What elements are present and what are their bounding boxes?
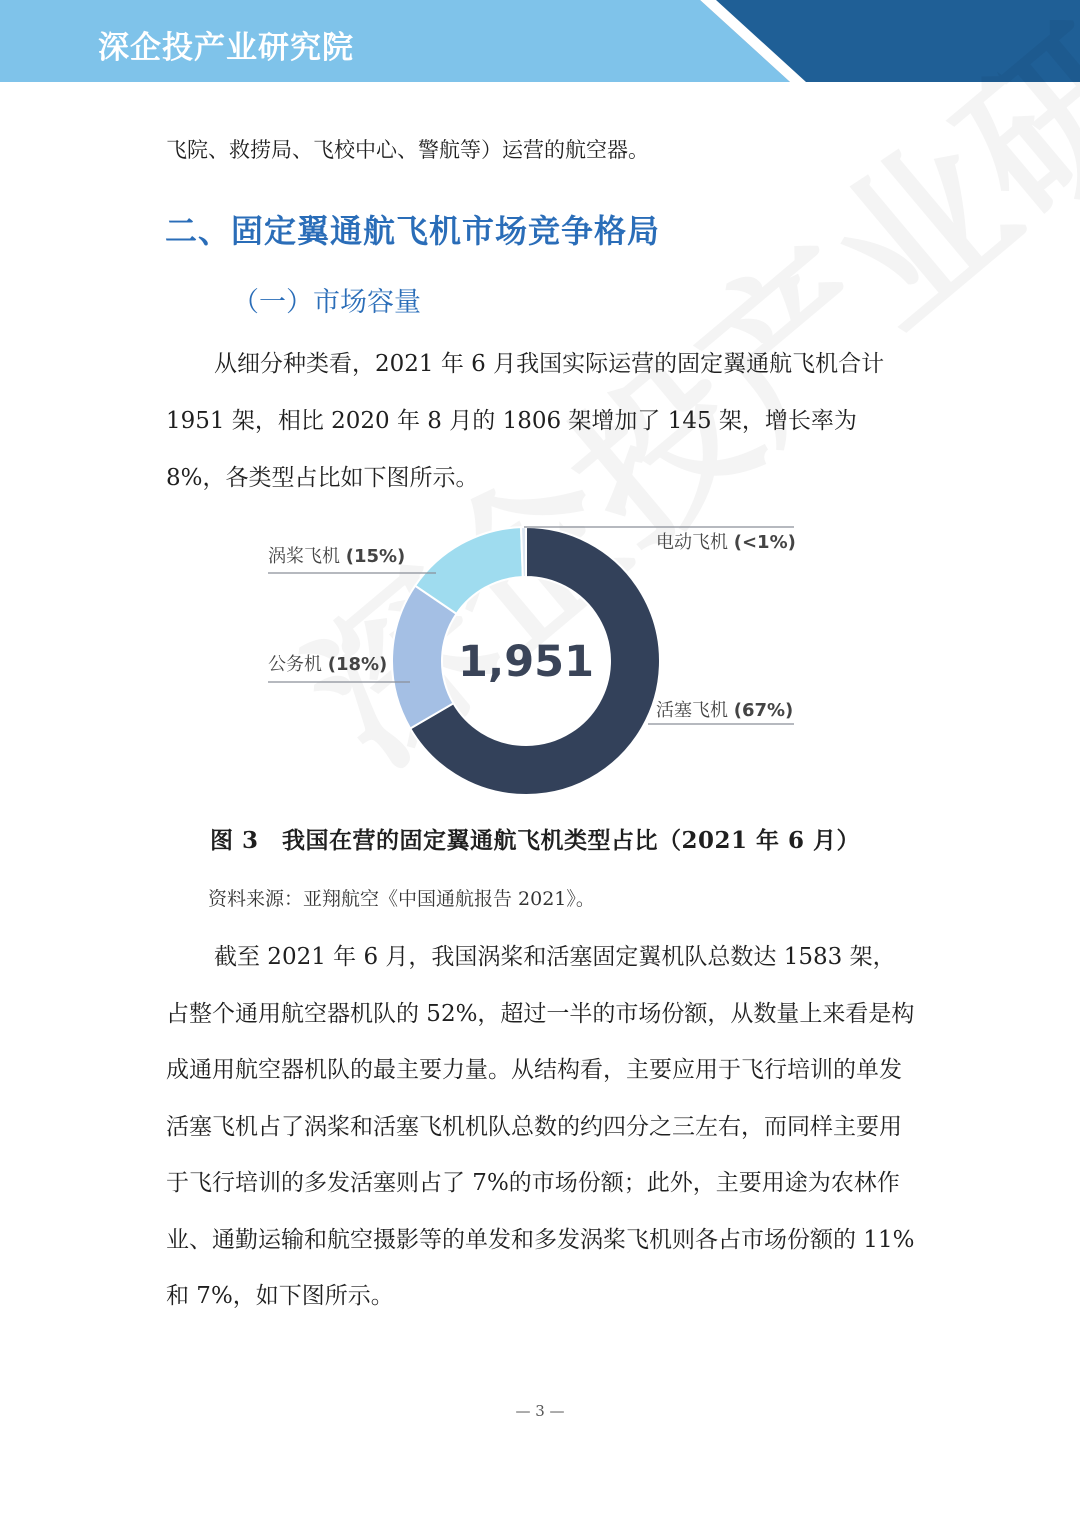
donut-slice-3	[521, 527, 526, 577]
paragraph-2: 截至 2021 年 6 月，我国涡桨和活塞固定翼机队总数达 1583 架，占整个通用航空器机队的 52%，超过一半的市场份额，从数量上来看是构成通用航空器机队的最主要力量。从结构看，主要应用于飞行培训的单发活塞飞机占了涡桨和活塞飞机机队总数的约四分之三左右，而同样主要用于飞行培训的多发活塞则占了 7%的市场份额；此外，主要用途为农林作业、通勤运输和航空摄影等的单发和多发涡桨飞机则各占市场份额的 11%和 7%，如下图所示。	[166, 944, 915, 1309]
page-number-value: 3	[535, 1402, 545, 1420]
section-title: 二、固定翼通航飞机市场竞争格局	[165, 212, 661, 250]
donut-chart	[260, 510, 820, 800]
chart-center-label: 1,951	[457, 637, 595, 687]
chart-label-3: 电动飞机 (<1%)	[656, 532, 796, 553]
page-number: — 3 —	[515, 1402, 565, 1420]
paragraph-1: 从细分种类看，2021 年 6 月我国实际运营的固定翼通航飞机合计 1951 架，相比 2020 年 8 月的 1806 架增加了 145 架，增长率为 8%，各类型占比如下图所示。	[166, 351, 885, 491]
chart-label-1: 公务机 (18%)	[268, 654, 388, 675]
chart-label-0: 活塞飞机 (67%)	[656, 700, 794, 721]
figure-caption: 图 3 我国在营的固定翼通航飞机类型占比（2021 年 6 月）	[210, 827, 861, 854]
org-name: 深企投产业研究院	[98, 30, 354, 66]
lead-text: 飞院、救捞局、飞校中心、警航等）运营的航空器。	[166, 138, 649, 162]
chart-label-2: 涡桨飞机 (15%)	[268, 546, 406, 567]
source-note: 资料来源：亚翔航空《中国通航报告 2021》。	[208, 888, 595, 910]
subsection-title: （一）市场容量	[232, 287, 421, 318]
